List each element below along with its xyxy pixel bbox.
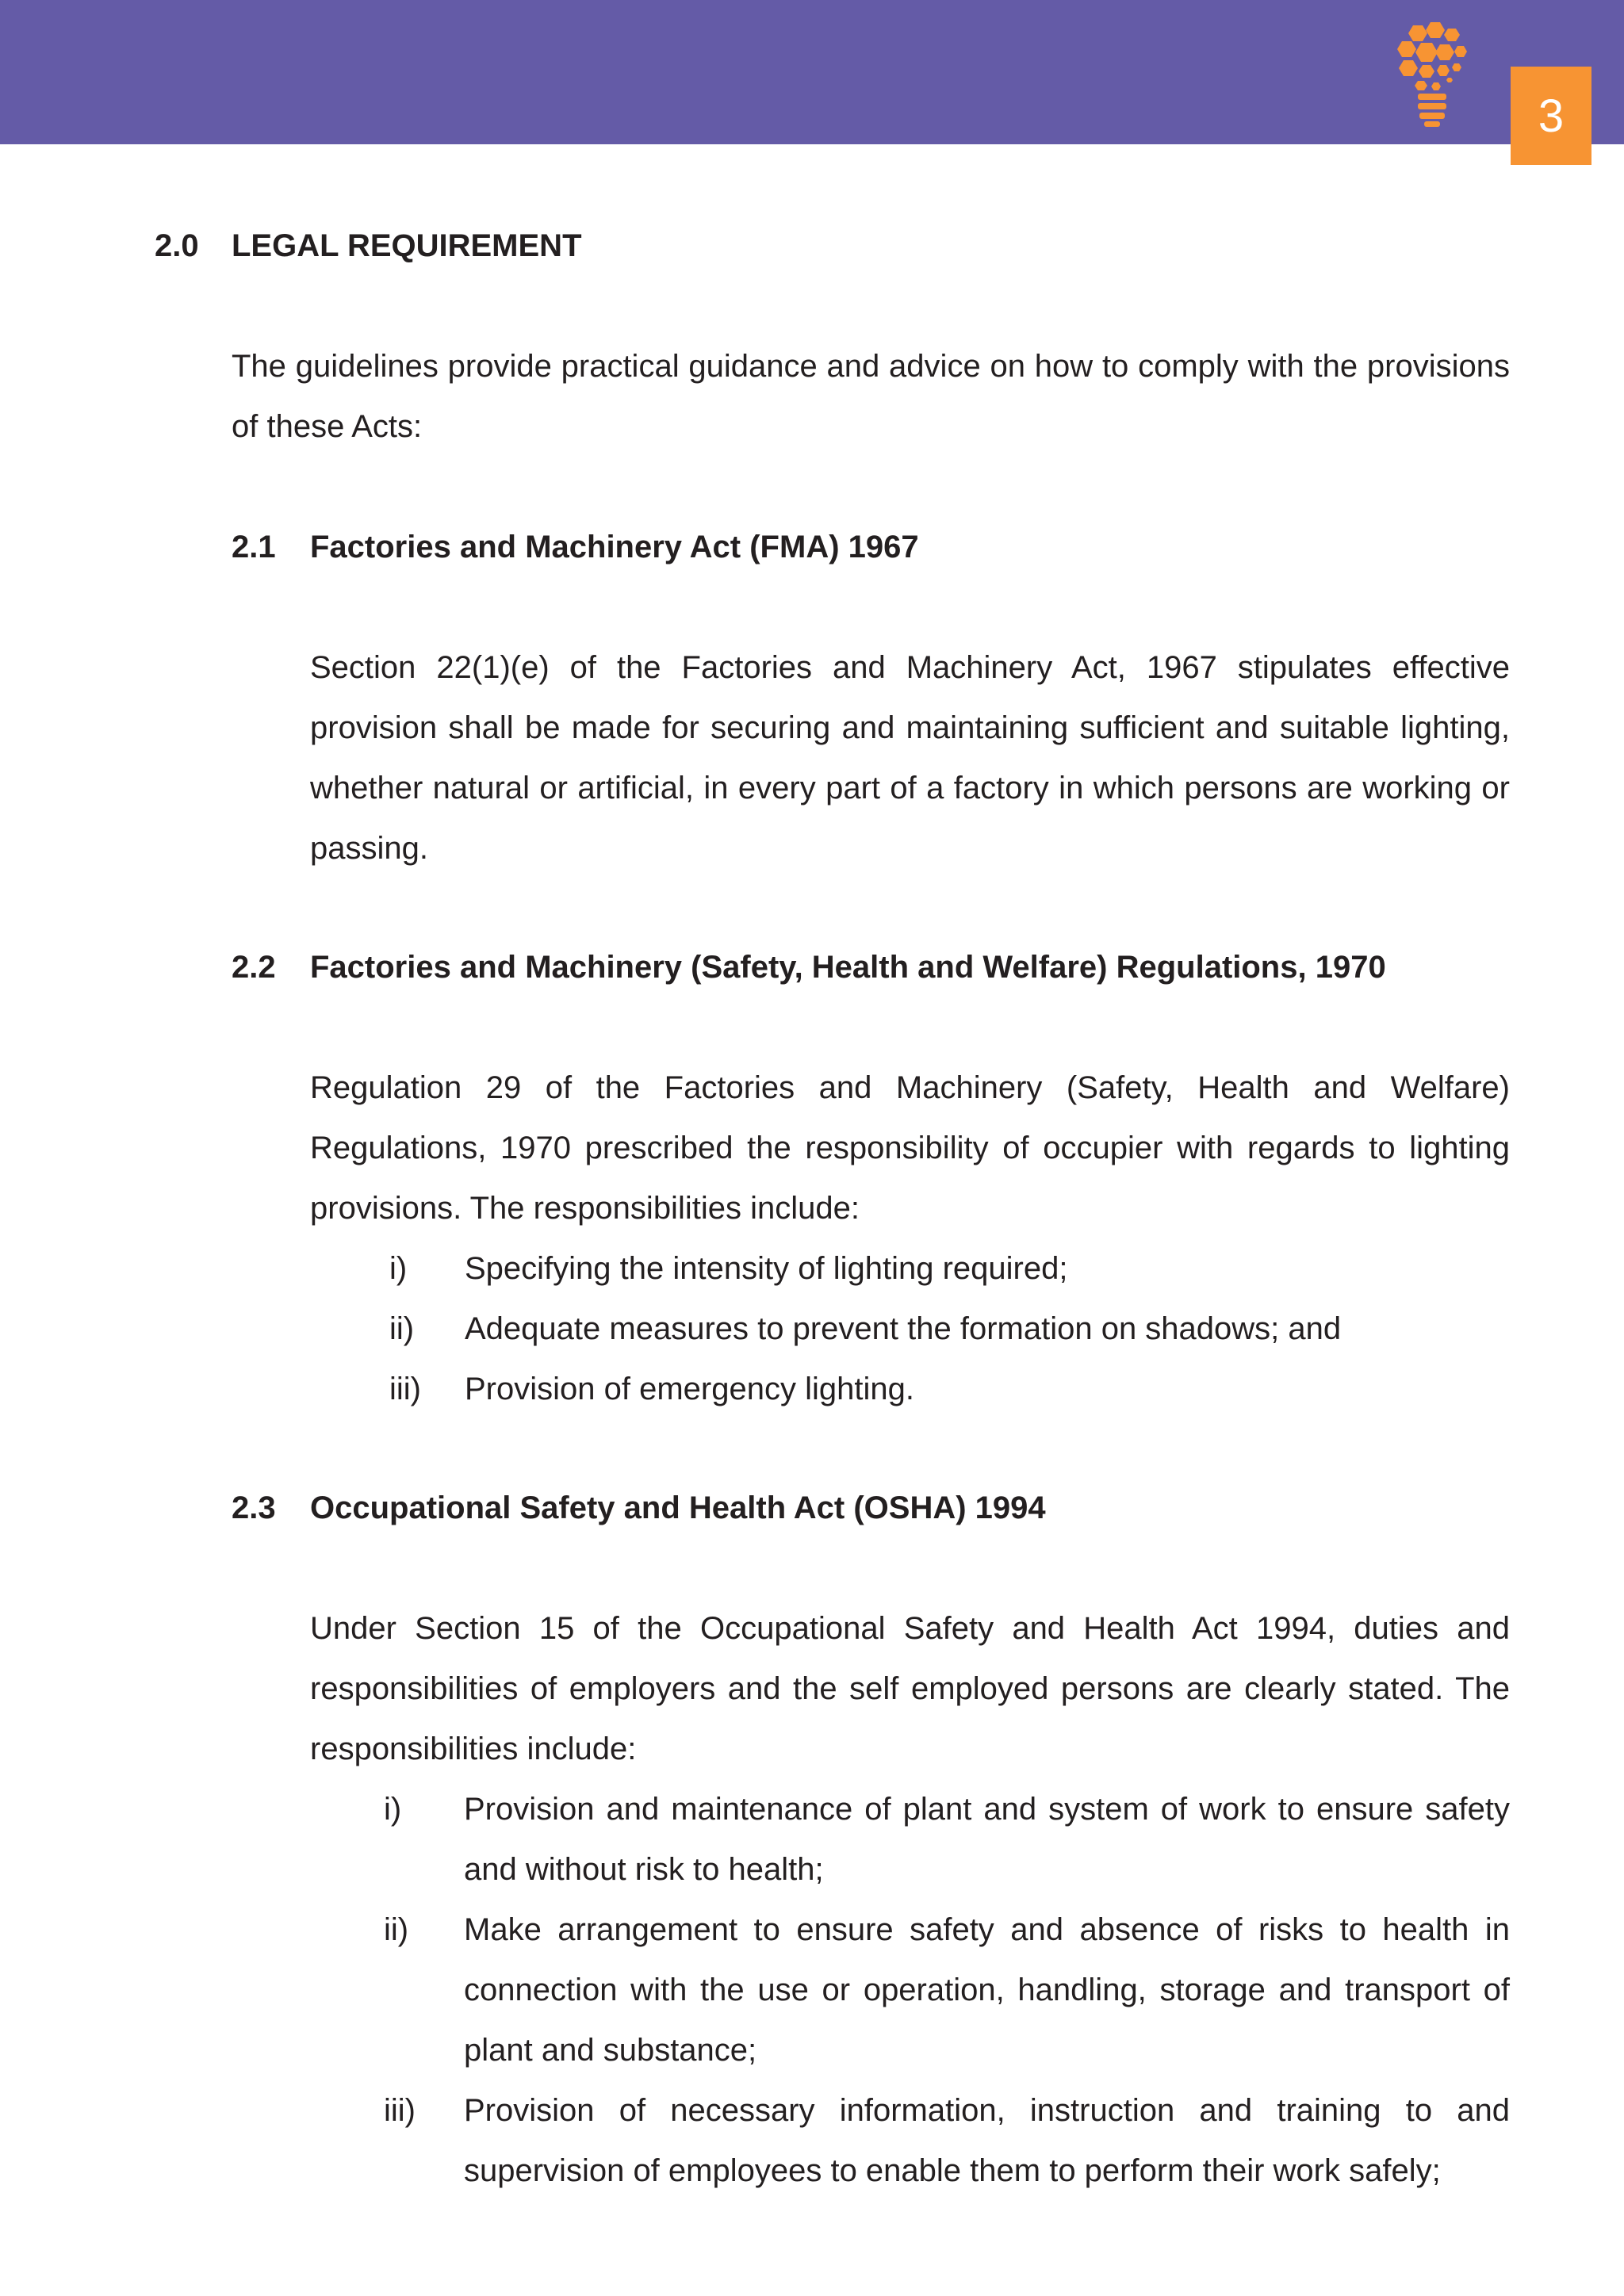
list-item-text: Provision of emergency lighting. [465,1372,914,1406]
list-item-number: i) [389,1251,408,1286]
lightbulb-hexagon-icon [1389,19,1477,130]
subsection-number-2-3: 2.3 [232,1490,276,1525]
list-item-number: iii) [389,1372,421,1406]
section-number: 2.0 [155,228,199,263]
list-item-number: iii) [384,2093,416,2128]
page-number-badge [1511,67,1591,165]
subsection-number-2-2: 2.2 [232,950,276,985]
list-item-text: Adequate measures to prevent the formation on shadows; and [465,1311,1342,1346]
subsection-number-2-1: 2.1 [232,530,276,564]
subsection-body-2-1: Section 22(1)(e) of the Factories and Machinery Act, 1967 stipulates effective provision shall be made for securing and maintaining sufficient and suitable lighting, whether natural or artificial, in every part of a factory in which persons are working or passing. [310,650,1510,866]
list-item-number: ii) [384,1912,409,1947]
subsection-title-2-2: Factories and Machinery (Safety, Health and Welfare) Regulations, 1970 [310,950,1386,985]
section-intro: The guidelines provide practical guidance and advice on how to comply with the provisions of these Acts: [232,349,1510,444]
subsection-title-2-1: Factories and Machinery Act (FMA) 1967 [310,530,919,564]
list-item-text: Specifying the intensity of lighting required; [465,1251,1068,1286]
subsection-body-2-3: Under Section 15 of the Occupational Safety and Health Act 1994, duties and responsibilities of employers and the self employed persons are clearly stated. The responsibilities include: [310,1611,1510,1766]
list-item-number: i) [384,1792,402,1827]
section-title: LEGAL REQUIREMENT [232,228,582,263]
subsection-body-2-2: Regulation 29 of the Factories and Machinery (Safety, Health and Welfare) Regulations, 1970 prescribed the responsibility of occupier with regards to lighting provisions. The responsibilities include: [310,1070,1510,1226]
list-item-text: Provision and maintenance of plant and system of work to ensure safety and without risk to health; [464,1792,1510,1887]
subsection-title-2-3: Occupational Safety and Health Act (OSHA) 1994 [310,1490,1046,1525]
page-number: 3 [1538,90,1565,142]
header-band [0,0,1624,144]
list-item-text: Make arrangement to ensure safety and absence of risks to health in connection with the use or operation, handling, storage and transport of plant and substance; [464,1912,1510,2068]
list-item-text: Provision of necessary information, instruction and training to and supervision of employees to enable them to perform their work safely; [464,2093,1510,2188]
list-item-number: ii) [389,1311,415,1346]
